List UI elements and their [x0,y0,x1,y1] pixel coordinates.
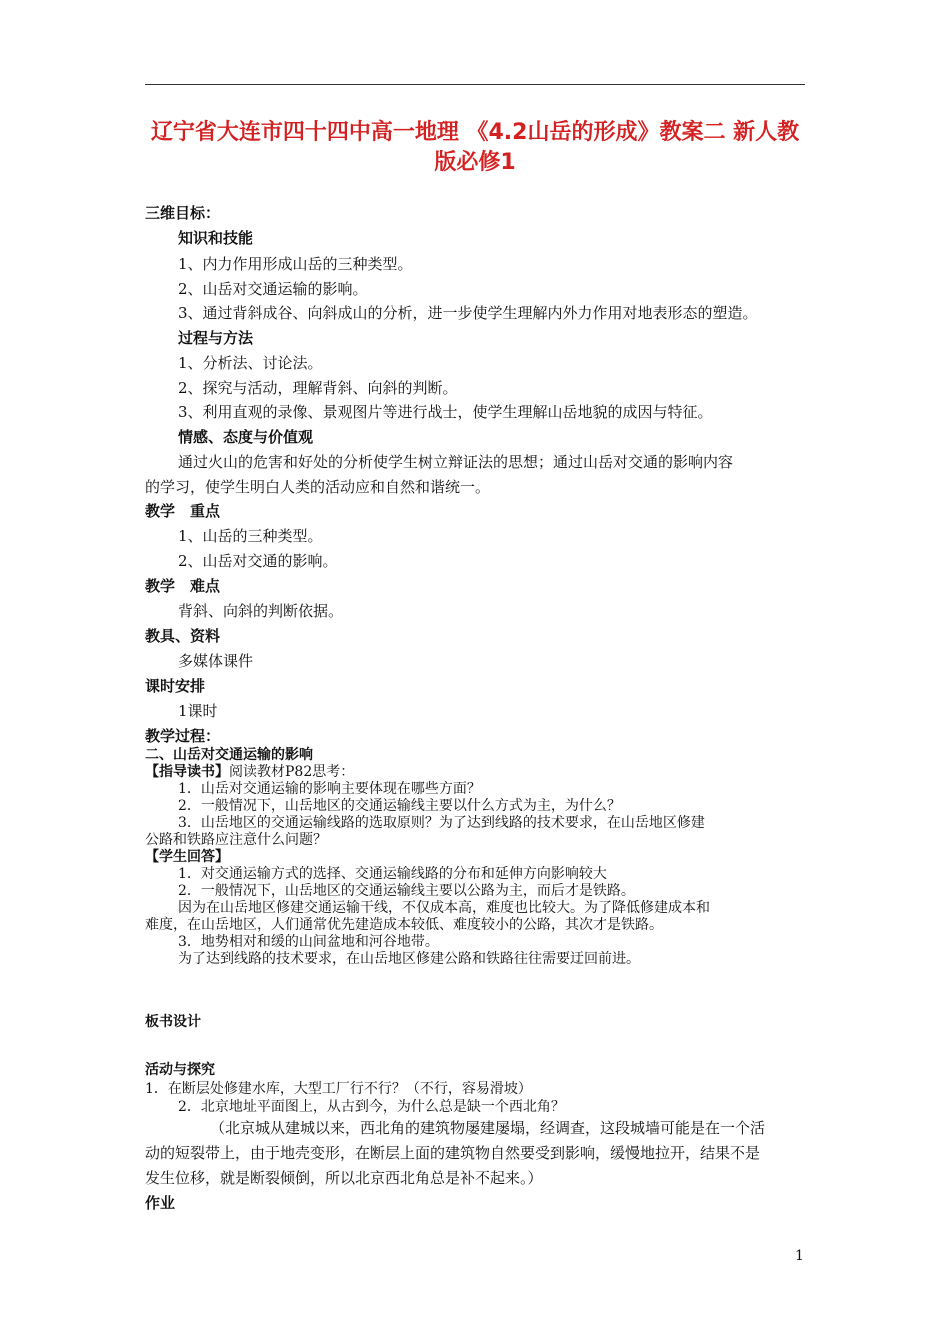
difficulty-item: 背斜、向斜的判断依据。 [178,602,344,620]
question-item: 2．一般情况下，山岳地区的交通运输线主要以什么方式为主，为什么？ [178,798,621,814]
homework-heading: 作业 [145,1194,176,1212]
knowledge-item: 3、通过背斜成谷、向斜成山的分析，进一步使学生理解内外力作用对地表形态的塑造。 [178,304,758,322]
knowledge-item: 2、山岳对交通运输的影响。 [178,280,368,298]
answer-item: 因为在山岳地区修建交通运输干线，不仅成本高，难度也比较大。为了降低修建成本和 [178,900,710,916]
guide-text: 阅读教材P82思考： [229,764,355,780]
objectives-heading: 三维目标： [145,204,221,222]
activity-line: 1．在断层处修建水库，大型工厂行不行？（不行，容易滑坡） [145,1081,532,1097]
question-item: 1．山岳对交通运输的影响主要体现在哪些方面？ [178,781,481,797]
guide-label: 【指导读书】 [145,764,229,780]
answer-item: 2．一般情况下，山岳地区的交通运输线主要以公路为主，而后才是铁路。 [178,883,635,899]
document-title [120,118,830,178]
activity-heading: 活动与探究 [145,1062,215,1078]
emotion-heading: 情感、态度与价值观 [178,428,314,446]
difficulties-heading: 教学 难点 [145,577,221,595]
process-section-heading: 教学过程： [145,727,221,745]
knowledge-heading: 知识和技能 [178,229,254,247]
knowledge-item: 1、内力作用形成山岳的三种类型。 [178,255,413,273]
process-subheading: 二、山岳对交通运输的影响 [145,747,313,763]
emotion-text: 通过火山的危害和好处的分析使学生树立辩证法的思想；通过山岳对交通的影响内容 [178,453,734,471]
header-rule [145,84,805,85]
materials-item: 多媒体课件 [178,652,254,670]
question-item: 公路和铁路应注意什么问题？ [145,832,327,848]
process-item: 2、探究与活动，理解背斜、向斜的判断。 [178,379,458,397]
emotion-text: 的学习，使学生明白人类的活动应和自然和谐统一。 [145,478,491,496]
key-point-item: 2、山岳对交通的影响。 [178,552,338,570]
page-number: 1 [795,1248,804,1264]
process-heading: 过程与方法 [178,329,254,347]
answer-item: 难度，在山岳地区，人们通常优先建造成本较低、难度较小的公路，其次才是铁路。 [145,917,663,933]
activity-line: 2．北京地址平面图上，从古到今，为什么总是缺一个西北角？ [178,1099,565,1115]
activity-line: （北京城从建城以来，西北角的建筑物屡建屡塌，经调查，这段城墙可能是在一个活 [210,1119,766,1137]
title-line-2: 版必修1 [434,150,516,175]
answer-item: 3．地势相对和缓的山间盆地和河谷地带。 [178,934,439,950]
activity-line: 动的短裂带上，由于地壳变形，在断层上面的建筑物自然要受到影响，缓慢地拉开，结果不是 [145,1144,761,1162]
process-item: 1、分析法、讨论法。 [178,354,323,372]
materials-heading: 教具、资料 [145,627,221,645]
answer-item: 1．对交通运输方式的选择、交通运输线路的分布和延伸方向影响较大 [178,866,607,882]
activity-line: 发生位移，就是断裂倾倒，所以北京西北角总是补不起来。） [145,1169,543,1187]
schedule-item: 1课时 [178,702,218,720]
key-points-heading: 教学 重点 [145,502,221,520]
question-item: 3．山岳地区的交通运输线路的选取原则？为了达到线路的技术要求，在山岳地区修建 [178,815,705,831]
answer-item: 为了达到线路的技术要求，在山岳地区修建公路和铁路往往需要迂回前进。 [178,951,640,967]
board-design-heading: 板书设计 [145,1014,201,1030]
title-line-1: 辽宁省大连市四十四中高一地理 《4.2山岳的形成》教案二 新人教 [150,120,800,145]
answer-label: 【学生回答】 [145,849,229,865]
process-item: 3、利用直观的录像、景观图片等进行战士，使学生理解山岳地貌的成因与特征。 [178,403,713,421]
guide-line [145,764,354,781]
key-point-item: 1、山岳的三种类型。 [178,527,323,545]
schedule-heading: 课时安排 [145,677,206,695]
